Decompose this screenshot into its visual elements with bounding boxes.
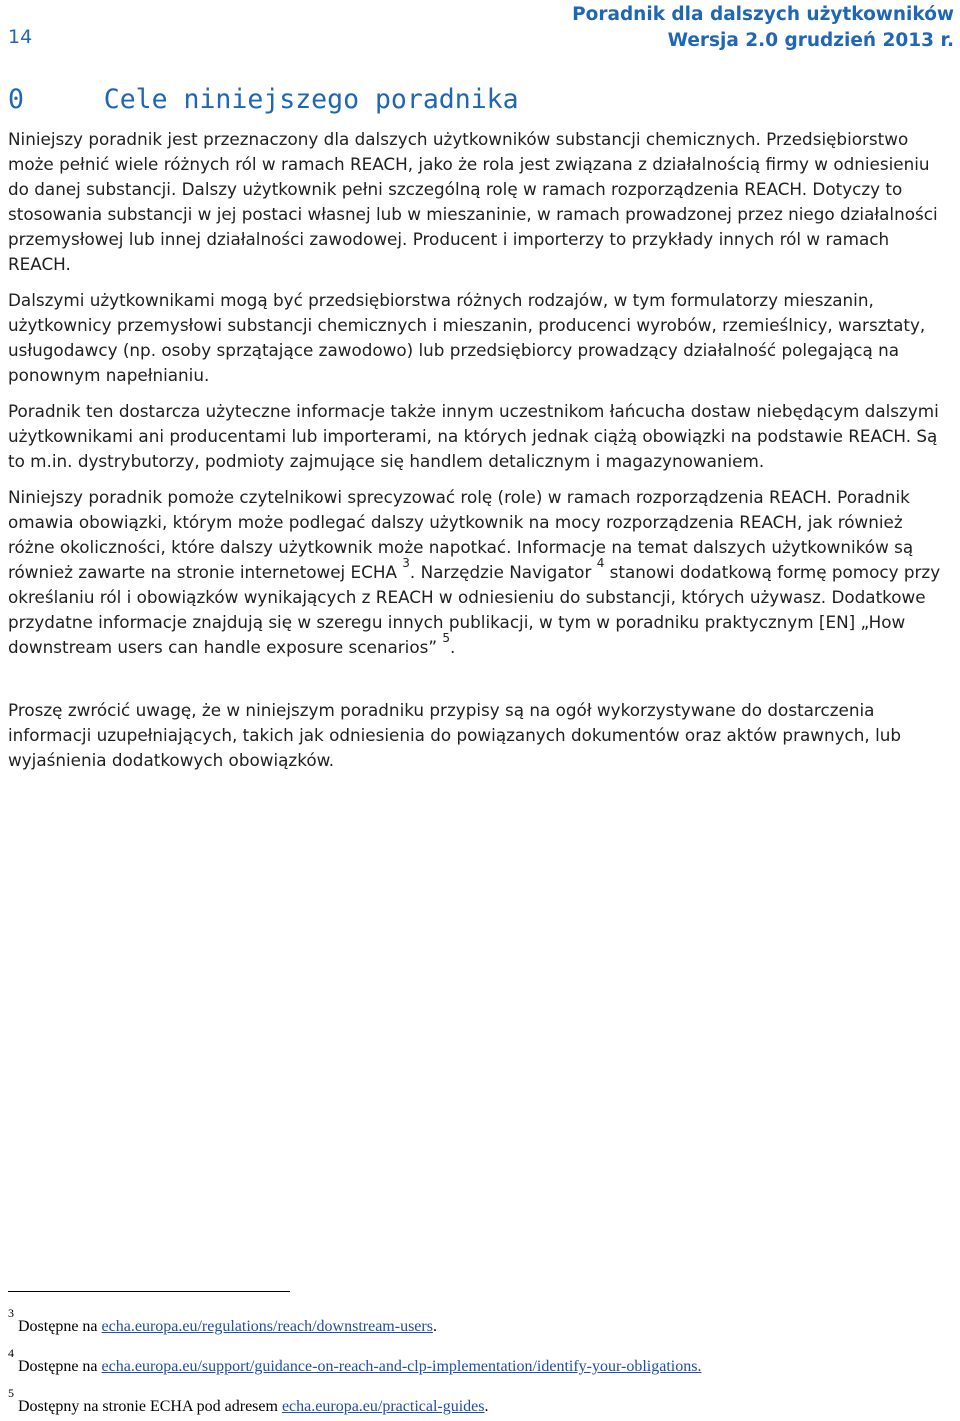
footnote-ref-5[interactable]: 5 xyxy=(442,631,451,645)
footnote-ref-4[interactable]: 4 xyxy=(596,556,605,570)
paragraph-text: . Narzędzie Navigator xyxy=(409,562,592,582)
page-number: 14 xyxy=(8,26,33,48)
paragraph-guide-help xyxy=(8,485,954,660)
paragraph-downstream-users: Dalszymi użytkownikami mogą być przedsiębiorstwa różnych rodzajów, w tym formulatorzy mieszanin, użytkownicy przemysłowi substancji chemicznych i mieszanin, producenci wyrobów, rzemieślnicy, warsztaty, usługodawcy (np. osoby sprzątające zawodowo) lub przedsiębiorcy prowadzący działalność polegającą na ponownym napełnianiu. xyxy=(8,290,926,385)
footnote-5 xyxy=(8,1386,489,1418)
paragraph-text: . xyxy=(450,637,456,657)
footnote-text xyxy=(8,1386,489,1418)
section-number: 0 xyxy=(8,84,24,115)
footnote-link-downstream-users[interactable]: echa.europa.eu/regulations/reach/downstream-users xyxy=(101,1318,433,1335)
footnote-mark: 3 xyxy=(8,1306,14,1320)
footnote-suffix: . xyxy=(432,1318,437,1335)
footnote-suffix: . xyxy=(484,1398,489,1415)
footnote-prefix: Dostępny na stronie ECHA pod adresem xyxy=(18,1398,282,1415)
footnote-4 xyxy=(8,1346,701,1378)
document-header xyxy=(572,2,954,54)
footnote-mark: 5 xyxy=(8,1386,14,1400)
paragraph-supply-chain: Poradnik ten dostarcza użyteczne informacje także innym uczestnikom łańcucha dostaw niebędącym dalszymi użytkownikami ani producentami lub importerami, na których jednak ciążą obowiązki na podstawie REACH. Są to m.in. dystrybutorzy, podmioty zajmujące się handlem detalicznym i magazynowaniem. xyxy=(8,401,939,471)
footnote-ref-3[interactable]: 3 xyxy=(402,556,410,570)
section-title: Cele niniejszego poradnika xyxy=(103,84,519,115)
header-version: Wersja 2.0 grudzień 2013 r. xyxy=(667,30,954,51)
header-title: Poradnik dla dalszych użytkowników xyxy=(572,4,954,25)
footnote-text xyxy=(8,1306,437,1338)
footnote-link-identify-obligations[interactable]: echa.europa.eu/support/guidance-on-reach-and-clp-implementation/identify-your-obligations. xyxy=(101,1358,702,1375)
paragraph-text: stanowi dodatkową formę pomocy przy określaniu ról i obowiązków wynikających z REACH w odniesieniu do substancji, których używasz. Dodatkowe przydatne informacje znajdują się w szeregu innych publikacji, w tym w poradniku praktycznym [EN] „How downstream users can handle exposure scenarios” xyxy=(8,562,941,657)
paragraph-footnote-note: Proszę zwrócić uwagę, że w niniejszym poradniku przypisy są na ogół wykorzystywane do dostarczenia informacji uzupełniających, takich jak odniesienia do powiązanych dokumentów oraz aktów prawnych, lub wyjaśnienia dodatkowych obowiązków. xyxy=(8,700,902,770)
footnote-mark: 4 xyxy=(8,1346,14,1360)
footnote-text xyxy=(8,1346,701,1378)
paragraph-text: Niniejszy poradnik pomoże czytelnikowi sprecyzować rolę (role) w ramach rozporządzenia REACH. Poradnik omawia obowiązki, którym może podlegać dalszy użytkownik na mocy rozporządzenia REACH, jak również różne okoliczności, które dalszy użytkownik może napotkać. Informacje na temat dalszych użytkowników są również zawarte na stronie internetowej ECHA xyxy=(8,487,914,582)
footnote-prefix: Dostępne na xyxy=(18,1358,102,1375)
paragraph-purpose: Niniejszy poradnik jest przeznaczony dla dalszych użytkowników substancji chemicznych. Przedsiębiorstwo może pełnić wiele różnych ról w ramach REACH, jako że rola jest związana z działalnością firmy w odniesieniu do danej substancji. Dalszy użytkownik pełni szczególną rolę w ramach rozporządzenia REACH. Dotyczy to stosowania substancji w jej postaci własnej lub w mieszaninie, w ramach prowadzonej przez niego działalności przemysłowej lub innej działalności zawodowej. Producent i importerzy to przykłady innych ról w ramach REACH. xyxy=(8,129,938,274)
footnote-prefix: Dostępne na xyxy=(18,1318,102,1335)
body-content xyxy=(8,127,954,784)
footnote-separator xyxy=(8,1291,290,1292)
footnote-3 xyxy=(8,1306,437,1338)
footnote-link-practical-guides[interactable]: echa.europa.eu/practical-guides xyxy=(281,1398,485,1415)
section-heading xyxy=(8,84,519,115)
